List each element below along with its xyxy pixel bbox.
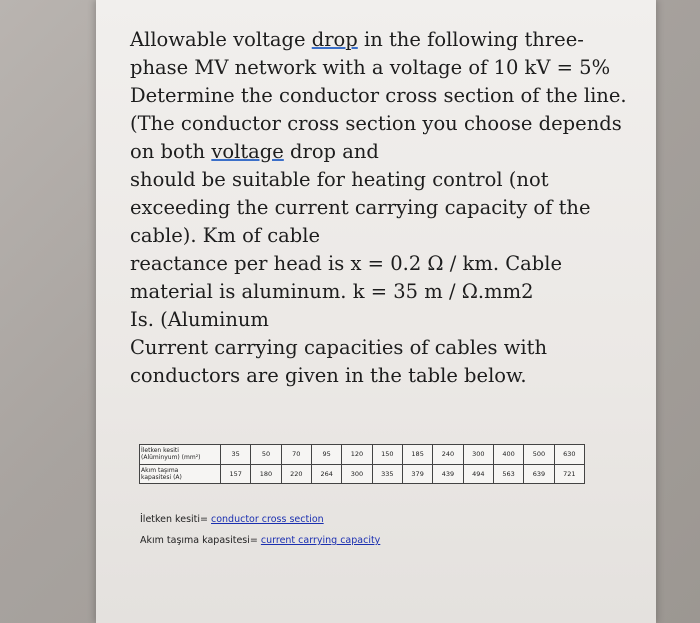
table-header-cross-section: İletken kesiti (Alüminyum) (mm²)	[140, 445, 221, 465]
table-cell: 563	[493, 464, 523, 484]
table-row-capacity	[140, 464, 585, 484]
note-capacity-translation: current carrying capacity	[260, 535, 381, 546]
table-cell: 35	[221, 445, 251, 465]
table-cell: 150	[372, 445, 402, 465]
problem-line-5: on both voltage drop and	[130, 140, 379, 163]
table-cell: 300	[463, 445, 493, 465]
table-cell: 50	[251, 445, 281, 465]
note-capacity: Akım taşıma kapasitesi= current carrying capacity	[140, 535, 381, 546]
problem-line-2: phase MV network with a voltage of 10 kV = 5%	[130, 56, 611, 79]
note-cross-section-translation: conductor cross section	[211, 514, 324, 525]
table-cell: 180	[251, 464, 281, 484]
problem-line-13: conductors are given in the table below.	[130, 364, 527, 387]
table-cell: 240	[433, 445, 463, 465]
problem-line-11: Is. (Aluminum	[130, 308, 269, 331]
table-cell: 70	[281, 445, 311, 465]
table-cell: 95	[311, 445, 341, 465]
spellcheck-word-drop: drop	[311, 28, 358, 51]
table-header-capacity: Akım taşıma kapasitesi (A)	[140, 464, 221, 484]
problem-line-1: Allowable voltage drop in the following three-	[130, 28, 584, 51]
cable-capacity-table	[139, 444, 585, 484]
table-row-cross-section	[140, 445, 585, 465]
problem-line-8: cable). Km of cable	[130, 224, 321, 247]
table-cell: 630	[554, 445, 584, 465]
table-cell: 264	[311, 464, 341, 484]
table-cell: 400	[493, 445, 523, 465]
table-cell: 721	[554, 464, 584, 484]
table-cell: 157	[221, 464, 251, 484]
problem-line-12: Current carrying capacities of cables with	[130, 336, 548, 359]
spellcheck-word-voltage: voltage	[211, 140, 284, 163]
table-cell: 379	[402, 464, 432, 484]
table-cell: 185	[402, 445, 432, 465]
table-cell: 335	[372, 464, 402, 484]
table-cell: 220	[281, 464, 311, 484]
problem-text	[130, 26, 630, 390]
problem-line-3: Determine the conductor cross section of the line.	[130, 84, 627, 107]
note-cross-section: İletken kesiti= conductor cross section	[140, 514, 324, 525]
problem-line-9: reactance per head is x = 0.2 Ω / km. Cable	[130, 252, 563, 275]
problem-line-10: material is aluminum. k = 35 m / Ω.mm2	[130, 280, 534, 303]
table-cell: 639	[524, 464, 554, 484]
problem-line-4: (The conductor cross section you choose depends	[130, 112, 622, 135]
table-cell: 120	[342, 445, 372, 465]
table-cell: 300	[342, 464, 372, 484]
table-cell: 439	[433, 464, 463, 484]
table-cell: 500	[524, 445, 554, 465]
table-cell: 494	[463, 464, 493, 484]
problem-line-6: should be suitable for heating control (not	[130, 168, 549, 191]
problem-line-7: exceeding the current carrying capacity of the	[130, 196, 591, 219]
